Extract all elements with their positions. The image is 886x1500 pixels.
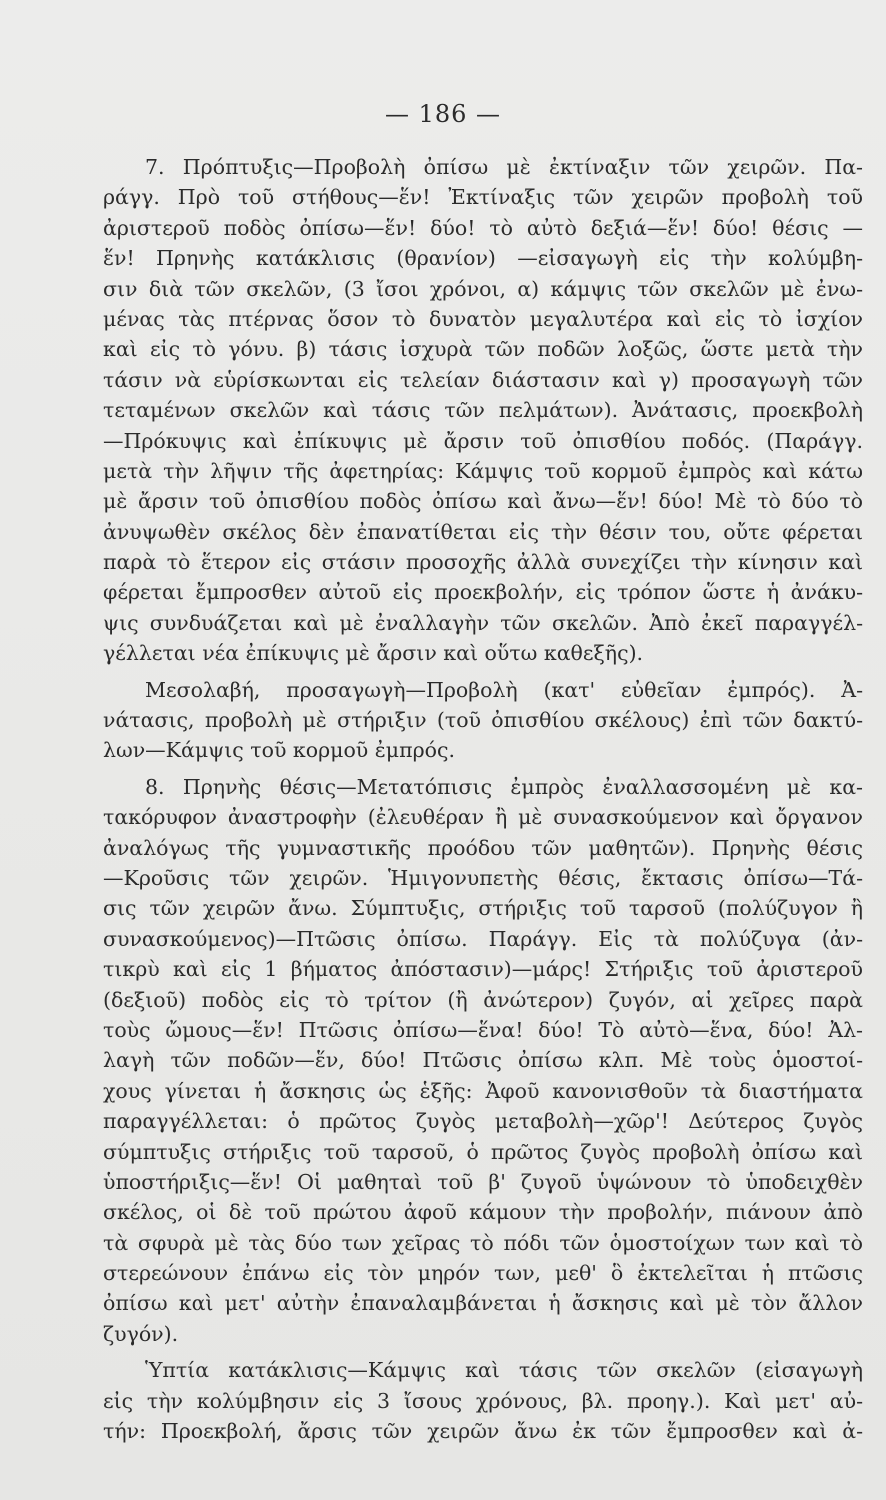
text-line: ἀριστεροῦ ποδὸς ὀπίσω—ἕν! δύο! τὸ αὐτὸ δεξιά—ἕν! δύο! θέσις — <box>103 215 863 240</box>
text-line: μὲ ἄρσιν τοῦ ὀπισθίου ποδὸς ὀπίσω καὶ ἄνω—ἕν! δύο! Μὲ τὸ δύο τὸ <box>103 489 863 514</box>
text-line: —Κροῦσις τῶν χειρῶν. Ἡμιγονυπετὴς θέσις, ἔκτασις ὀπίσω—Τά- <box>103 865 863 890</box>
text-line: φέρεται ἔμπροσθεν αὐτοῦ εἰς προεκβολήν, εἰς τρόπον ὥστε ἡ ἀνάκυ- <box>103 580 863 605</box>
text-line: τικρὺ καὶ εἰς 1 βήματος ἀπόστασιν)—μάρς! Στήριξις τοῦ ἀριστεροῦ <box>103 957 863 982</box>
text-line: σις τῶν χειρῶν ἄνω. Σύμπτυξις, στήριξις τοῦ ταρσοῦ (πολύζυγον ἢ <box>103 896 863 921</box>
text-line: στερεώνουν ἐπάνω εἰς τὸν μηρόν των, μεθ' ὃ ἐκτελεῖται ἡ πτῶσις <box>103 1261 863 1286</box>
text-line: νάτασις, προβολὴ μὲ στήριξιν (τοῦ ὀπισθίου σκέλους) ἐπὶ τῶν δακτύ- <box>103 708 863 733</box>
text-line: τήν: Προεκβολή, ἄρσις τῶν χειρῶν ἄνω ἐκ τῶν ἔμπροσθεν καὶ ἀ- <box>103 1419 863 1444</box>
text-line: (δεξιοῦ) ποδὸς εἰς τὸ τρίτον (ἢ ἀνώτερον) ζυγόν, αἱ χεῖρες παρὰ <box>103 987 863 1012</box>
text-line: ὑποστήριξις—ἕν! Οἱ μαθηταὶ τοῦ β' ζυγοῦ ὑψώνουν τὸ ὑποδειχθὲν <box>103 1169 863 1194</box>
text-line: σκέλος, οἱ δὲ τοῦ πρώτου ἀφοῦ κάμουν τὴν προβολήν, πιάνουν ἀπὸ <box>103 1200 863 1225</box>
text-line: τοὺς ὤμους—ἕν! Πτῶσις ὀπίσω—ἕνα! δύο! Τὸ αὐτὸ—ἕνα, δύο! Ἀλ- <box>103 1017 863 1042</box>
text-line: ἀνυψωθὲν σκέλος δὲν ἐπανατίθεται εἰς τὴν θέσιν του, οὔτε φέρεται <box>103 519 863 544</box>
text-line: 8. Πρηνὴς θέσις—Μετατόπισις ἐμπρὸς ἐναλλασσομένη μὲ κα- <box>145 774 863 799</box>
text-line: χους γίνεται ἡ ἄσκησις ὡς ἑξῆς: Ἀφοῦ κανονισθοῦν τὰ διαστήματα <box>103 1078 863 1103</box>
page-number: — 186 — <box>384 100 502 128</box>
text-line: ζυγόν). <box>103 1321 179 1346</box>
text-line: 7. Πρόπτυξις—Προβολὴ ὀπίσω μὲ ἐκτίναξιν τῶν χειρῶν. Πα- <box>145 155 863 179</box>
text-line: σύμπτυξις στήριξις τοῦ ταρσοῦ, ὁ πρῶτος ζυγὸς προβολὴ ὀπίσω καὶ <box>103 1139 863 1164</box>
text-line: λων—Κάμψις τοῦ κορμοῦ ἐμπρός. <box>103 738 455 763</box>
text-line: —Πρόκυψις καὶ ἐπίκυψις μὲ ἄρσιν τοῦ ὀπισθίου ποδός. (Παράγγ. <box>103 428 863 453</box>
text-line: εἰς τὴν κολύμβησιν εἰς 3 ἴσους χρόνους, βλ. προηγ.). Καὶ μετ' αὐ- <box>103 1388 863 1413</box>
text-line: τεταμένων σκελῶν καὶ τάσις τῶν πελμάτων). Ἀνάτασις, προεκβολὴ <box>103 398 863 423</box>
text-line: ράγγ. Πρὸ τοῦ στήθους—ἕν! Ἐκτίναξις τῶν χειρῶν προβολὴ τοῦ <box>103 185 863 210</box>
body-text <box>103 152 863 1446</box>
text-line: τάσιν νὰ εὑρίσκωνται εἰς τελείαν διάστασιν καὶ γ) προσαγωγὴ τῶν <box>103 367 863 392</box>
text-line: ὀπίσω καὶ μετ' αὐτὴν ἐπαναλαμβάνεται ἡ ἄσκησις καὶ μὲ τὸν ἄλλον <box>103 1291 863 1316</box>
text-line: συνασκούμενος)—Πτῶσις ὀπίσω. Παράγγ. Εἰς τὰ πολύζυγα (ἀν- <box>103 926 863 951</box>
text-line: ἀναλόγως τῆς γυμναστικῆς προόδου τῶν μαθητῶν). Πρηνὴς θέσις <box>103 835 863 860</box>
text-line: τὰ σφυρὰ μὲ τὰς δύο των χεῖρας τὸ πόδι τῶν ὁμοστοίχων των καὶ τὸ <box>103 1230 863 1255</box>
text-line: παραγγέλλεται: ὁ πρῶτος ζυγὸς μεταβολὴ—χῶρ'! Δεύτερος ζυγὸς <box>103 1109 863 1134</box>
text-line: Ὑπτία κατάκλισις—Κάμψις καὶ τάσις τῶν σκελῶν (εἰσαγωγὴ <box>145 1358 863 1383</box>
text-line: Μεσολαβή, προσαγωγὴ—Προβολὴ (κατ' εὐθεῖαν ἐμπρός). Ἀ- <box>145 677 863 702</box>
text-line: μένας τὰς πτέρνας ὅσον τὸ δυνατὸν μεγαλυτέρα καὶ εἰς τὸ ἰσχίον <box>103 306 863 331</box>
text-line: παρὰ τὸ ἕτερον εἰς στάσιν προσοχῆς ἀλλὰ συνεχίζει τὴν κίνησιν καὶ <box>103 550 863 575</box>
text-line: καὶ εἰς τὸ γόνυ. β) τάσις ἰσχυρὰ τῶν ποδῶν λοξῶς, ὥστε μετὰ τὴν <box>103 337 863 362</box>
text-line: σιν διὰ τῶν σκελῶν, (3 ἴσοι χρόνοι, α) κάμψις τῶν σκελῶν μὲ ἐνω- <box>103 276 863 301</box>
text-line: τακόρυφον ἀναστροφὴν (ἐλευθέραν ἢ μὲ συνασκούμενον καὶ ὄργανον <box>103 805 863 830</box>
text-line: λαγὴ τῶν ποδῶν—ἕν, δύο! Πτῶσις ὀπίσω κλπ. Μὲ τοὺς ὁμοστοί- <box>103 1048 863 1073</box>
text-line: μετὰ τὴν λῆψιν τῆς ἀφετηρίας: Κάμψις τοῦ κορμοῦ ἐμπρὸς καὶ κάτω <box>103 458 863 483</box>
text-line: ἕν! Πρηνὴς κατάκλισις (θρανίον) —εἰσαγωγὴ εἰς τὴν κολύμβη- <box>103 246 863 271</box>
text-line: γέλλεται νέα ἐπίκυψις μὲ ἄρσιν καὶ οὕτω καθεξῆς). <box>103 641 644 666</box>
text-line: ψις συνδυάζεται καὶ μὲ ἐναλλαγὴν τῶν σκελῶν. Ἀπὸ ἐκεῖ παραγγέλ- <box>103 610 863 635</box>
